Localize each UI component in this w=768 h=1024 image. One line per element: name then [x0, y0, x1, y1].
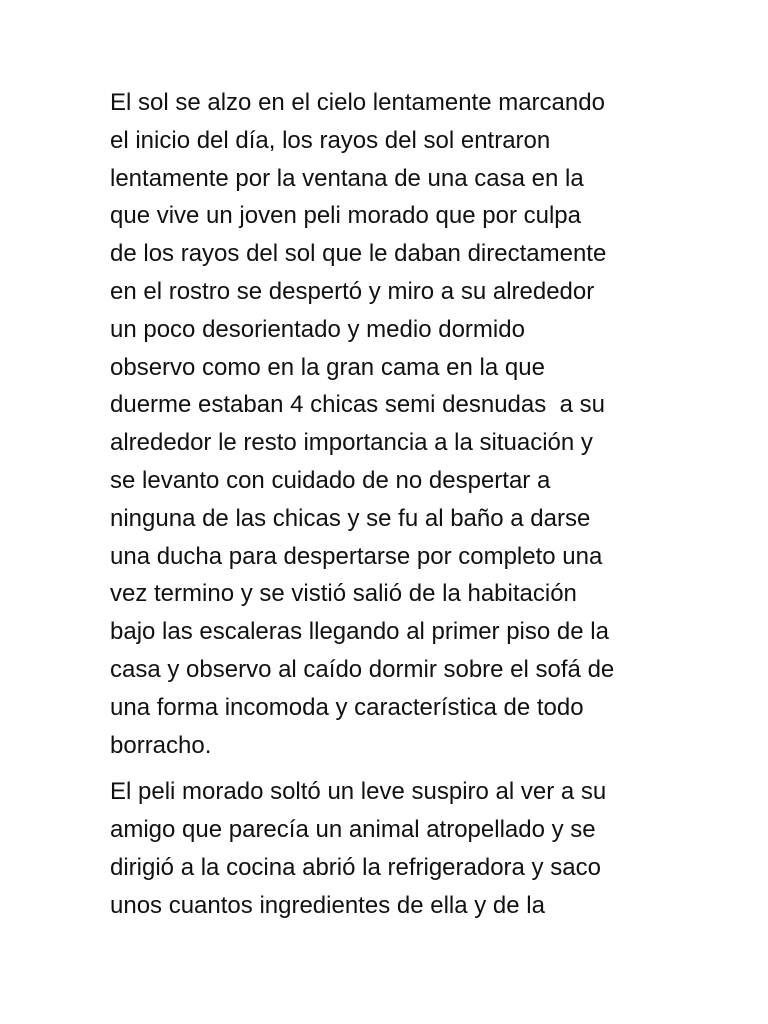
- text-line: que vive un joven peli morado que por culpa: [110, 202, 581, 230]
- document-body: [110, 84, 670, 925]
- text-line: El peli morado soltó un leve suspiro al ver a su: [110, 778, 607, 806]
- text-line: observo como en la gran cama en la que: [110, 353, 545, 381]
- text-line: en el rostro se despertó y miro a su alrededor: [110, 277, 595, 305]
- text-line: bajo las escaleras llegando al primer piso de la: [110, 618, 609, 646]
- text-line: amigo que parecía un animal atropellado y se: [110, 816, 596, 844]
- text-line: dirigió a la cocina abrió la refrigeradora y saco: [110, 853, 601, 881]
- text-line: una ducha para despertarse por completo una: [110, 542, 603, 570]
- text-line: duerme estaban 4 chicas semi desnudas a su: [110, 391, 605, 419]
- text-line: El sol se alzo en el cielo lentamente marcando: [110, 89, 605, 116]
- text-line: el inicio del día, los rayos del sol entraron: [110, 126, 551, 154]
- text-line: una forma incomoda y característica de todo: [110, 693, 584, 721]
- text-line: un poco desorientado y medio dormido: [110, 315, 525, 343]
- text-line: de los rayos del sol que le daban directamente: [110, 240, 607, 268]
- text-line: vez termino y se vistió salió de la habitación: [110, 580, 577, 608]
- text-line: se levanto con cuidado de no despertar a: [110, 466, 551, 494]
- text-line: borracho.: [110, 731, 212, 759]
- text-line: alrededor le resto importancia a la situación y: [110, 429, 593, 457]
- paragraph-2: [110, 773, 670, 924]
- text-line: ninguna de las chicas y se fu al baño a darse: [110, 504, 591, 532]
- text-line: unos cuantos ingredientes de ella y de la: [110, 891, 545, 919]
- paragraph-1: [110, 84, 670, 764]
- text-line: casa y observo al caído dormir sobre el sofá de: [110, 655, 615, 683]
- text-line: lentamente por la ventana de una casa en la: [110, 164, 584, 192]
